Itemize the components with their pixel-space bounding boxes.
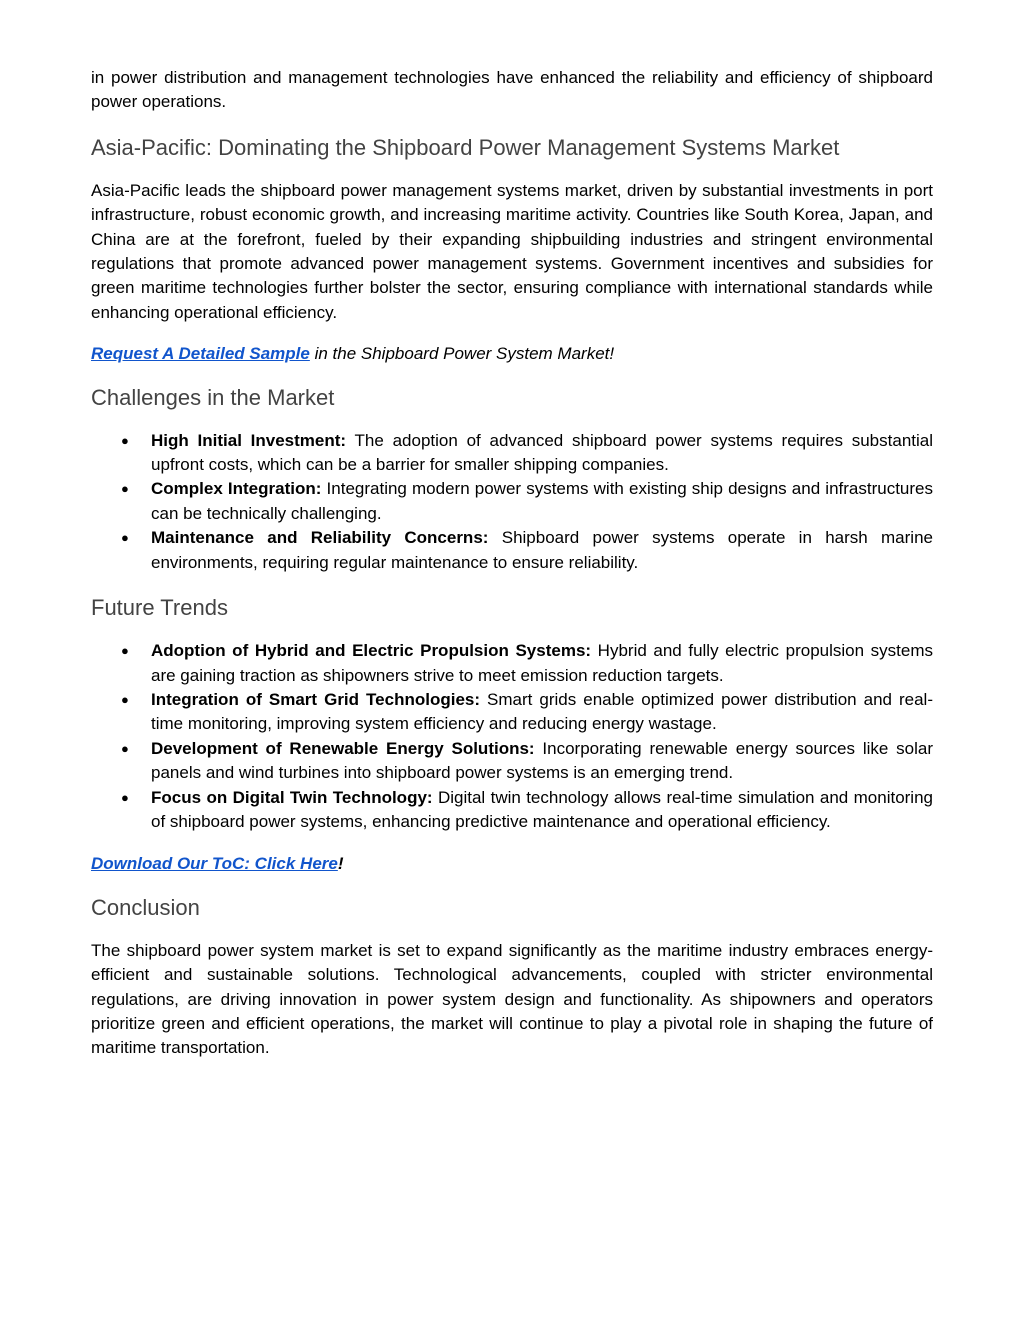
- asia-pacific-heading: Asia-Pacific: Dominating the Shipboard Power Management Systems Market: [91, 134, 840, 160]
- list-item: [121, 737, 933, 786]
- bullet-icon: ●: [121, 643, 129, 659]
- bullet-icon: ●: [121, 530, 129, 546]
- toc-download-line: [91, 852, 933, 876]
- list-item-text: The adoption of advanced shipboard power systems requires substantial upfront costs, which can be a barrier for smaller shipping companies.: [151, 430, 933, 475]
- list-item-title: Complex Integration:: [151, 479, 322, 499]
- list-item-title: Adoption of Hybrid and Electric Propulsion Systems:: [151, 641, 592, 661]
- download-toc-link[interactable]: Download Our ToC: Click Here: [91, 854, 338, 874]
- list-item: [121, 429, 933, 478]
- sample-request-line: [91, 342, 933, 366]
- list-item-title: Maintenance and Reliability Concerns:: [151, 528, 489, 548]
- conclusion-paragraph: The shipboard power system market is set to expand significantly as the maritime industry embraces energy-efficient and sustainable solutions. Technological advancements, coupled with stricter environmental regulations, are driving innovation in power system design and functionality. As shipowners and operators prioritize green and efficient operations, the market will continue to play a pivotal role in shaping the future of maritime transportation.: [91, 940, 933, 1058]
- challenges-list: [91, 429, 933, 575]
- list-item-text: Integrating modern power systems with existing ship designs and infrastructures can be technically challenging.: [151, 479, 933, 523]
- list-item: [121, 477, 933, 526]
- list-item-title: Development of Renewable Energy Solutions:: [151, 738, 535, 758]
- intro-paragraph: in power distribution and management technologies have enhanced the reliability and efficiency of shipboard power operations.: [91, 68, 933, 112]
- toc-download-exclamation: !: [337, 854, 344, 874]
- list-item: [121, 786, 933, 835]
- list-item-text: Smart grids enable optimized power distribution and real-time monitoring, improving system efficiency and reducing energy wastage.: [151, 689, 933, 734]
- list-item-text: Shipboard power systems operate in harsh marine environments, requiring regular maintenance to ensure reliability.: [151, 528, 933, 572]
- list-item-title: High Initial Investment:: [151, 430, 347, 450]
- sample-request-text: in the Shipboard Power System Market!: [309, 344, 615, 364]
- list-item-text: Digital twin technology allows real-time simulation and monitoring of shipboard power systems, enhancing predictive maintenance and operational efficiency.: [151, 787, 933, 831]
- bullet-icon: ●: [121, 740, 129, 756]
- list-item: [121, 688, 933, 737]
- asia-pacific-paragraph: Asia-Pacific leads the shipboard power management systems market, driven by substantial investments in port infrastructure, robust economic growth, and increasing maritime activity. Countries like South Korea, Japan, and China are at the forefront, fueled by their expanding shipbuilding industries and stringent environmental regulations that promote advanced power management systems. Government incentives and subsidies for green maritime technologies further bolster the sector, ensuring compliance with international standards while enhancing operational efficiency.: [91, 180, 933, 322]
- list-item-title: Integration of Smart Grid Technologies:: [151, 689, 481, 709]
- list-item-text: Incorporating renewable energy sources like solar panels and wind turbines into shipboard power systems is an emerging trend.: [151, 738, 933, 783]
- bullet-icon: ●: [121, 481, 129, 497]
- request-sample-link[interactable]: Request A Detailed Sample: [91, 344, 310, 364]
- future-trends-heading: Future Trends: [91, 595, 228, 621]
- bullet-icon: ●: [121, 789, 129, 805]
- list-item-text: Hybrid and fully electric propulsion systems are gaining traction as shipowners strive to meet emission reduction targets.: [151, 641, 934, 685]
- bullet-icon: ●: [121, 432, 129, 448]
- list-item: [121, 526, 933, 575]
- bullet-icon: ●: [121, 691, 129, 707]
- challenges-heading: Challenges in the Market: [91, 384, 335, 410]
- future-trends-list: [91, 639, 933, 834]
- list-item: [121, 639, 934, 688]
- list-item-title: Focus on Digital Twin Technology:: [151, 787, 433, 807]
- conclusion-heading: Conclusion: [91, 894, 200, 920]
